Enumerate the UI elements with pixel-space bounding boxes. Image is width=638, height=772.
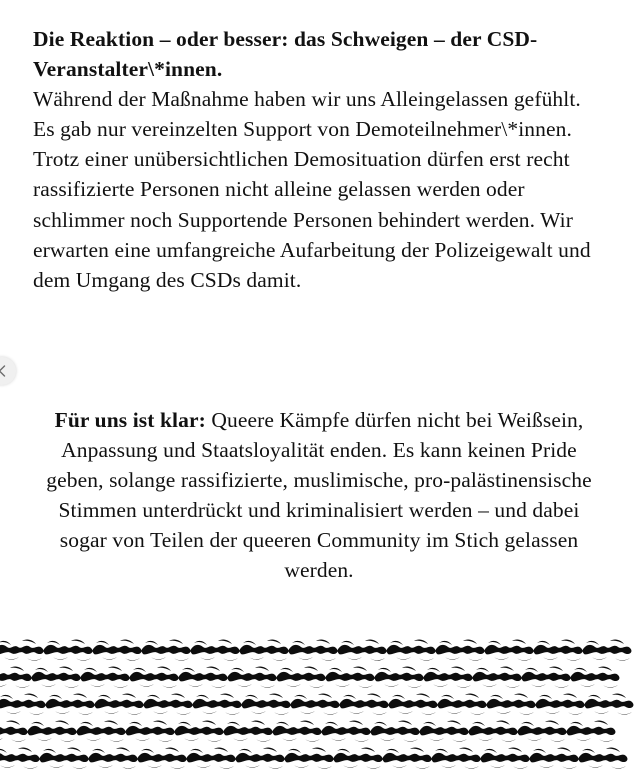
text-block-primary [33, 24, 605, 295]
paragraph-closing [33, 405, 605, 586]
keffiyeh-pattern-band [0, 636, 638, 772]
closing-lead: Für uns ist klar: [54, 408, 206, 432]
paragraph-body-2: Es gab nur vereinzelten Support von Demoteilnehmer\*innen. Trotz einer unübersichtlichen Demosituation dürfen erst recht rassifizierte Personen nicht alleine gelassen werden oder schlimmer noch Supportende Personen behindert werden. Wir erwarten eine umfangreiche Aufarbeitung der Polizeigewalt und dem Umgang des CSDs damit. [33, 117, 591, 292]
text-block-secondary [33, 405, 605, 586]
paragraph-body-1: Während der Maßnahme haben wir uns Alleingelassen gefühlt. [33, 87, 581, 112]
closing-body: Queere Kämpfe dürfen nicht bei Weißsein, Anpassung und Staatsloyalität enden. Es kann keinen Pride geben, solange rassifizierte, muslimische, pro-palästinensische Stimmen unterdrückt und kriminalisiert werden – und dabei sogar von Teilen der queeren Community im Stich gelassen werden. [46, 408, 592, 583]
chevron-left-icon [0, 364, 8, 378]
paragraph-heading: Die Reaktion – oder besser: das Schweigen – der CSD-Veranstalter\*innen. [33, 27, 538, 82]
previous-slide-button[interactable] [0, 357, 16, 385]
